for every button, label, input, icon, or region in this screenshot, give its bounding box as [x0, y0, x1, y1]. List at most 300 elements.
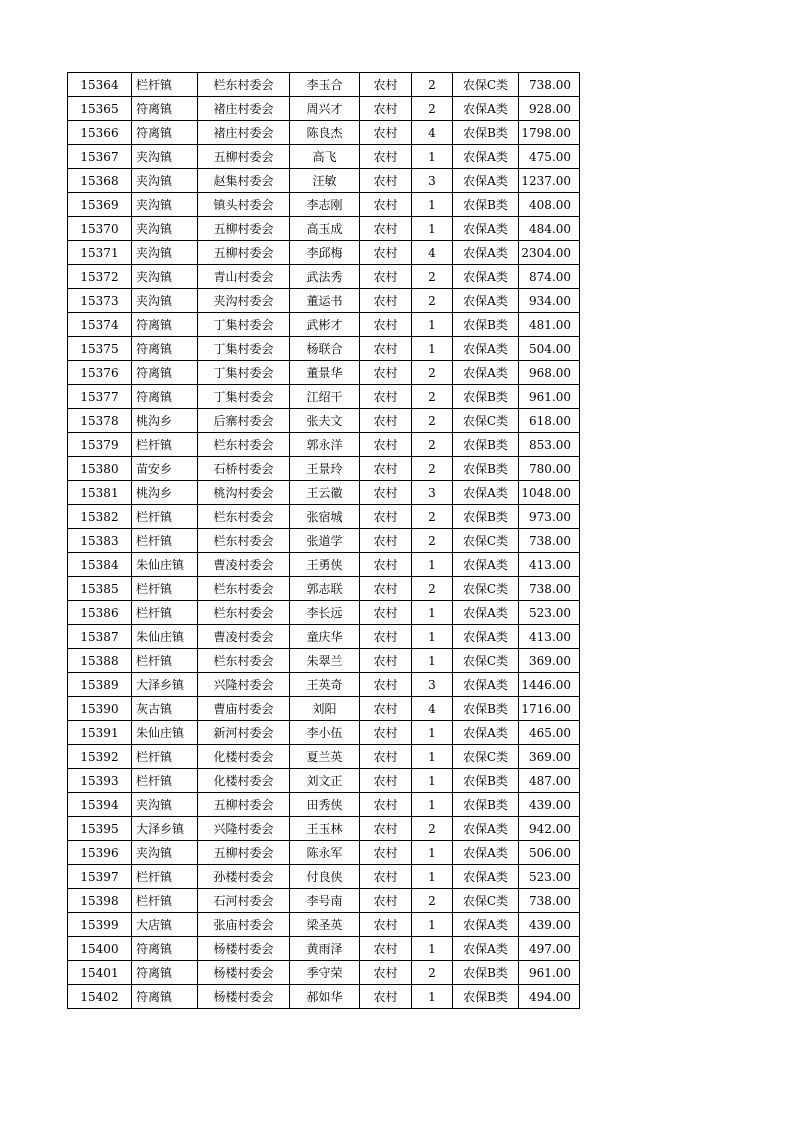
- amount-cell: 961.00: [519, 961, 580, 985]
- village-committee-cell: 赵集村委会: [198, 169, 290, 193]
- household-size-cell: 1: [412, 145, 453, 169]
- amount-cell: 439.00: [519, 913, 580, 937]
- amount-cell: 487.00: [519, 769, 580, 793]
- town-cell: 符离镇: [132, 97, 198, 121]
- household-size-cell: 2: [412, 529, 453, 553]
- town-cell: 栏杆镇: [132, 745, 198, 769]
- town-cell: 朱仙庄镇: [132, 721, 198, 745]
- row-number: 15368: [68, 169, 132, 193]
- area-type-cell: 农村: [360, 457, 412, 481]
- area-type-cell: 农村: [360, 601, 412, 625]
- village-committee-cell: 丁集村委会: [198, 313, 290, 337]
- row-number: 15398: [68, 889, 132, 913]
- row-number: 15387: [68, 625, 132, 649]
- amount-cell: 968.00: [519, 361, 580, 385]
- area-type-cell: 农村: [360, 769, 412, 793]
- household-size-cell: 1: [412, 913, 453, 937]
- area-type-cell: 农村: [360, 241, 412, 265]
- area-type-cell: 农村: [360, 577, 412, 601]
- household-size-cell: 3: [412, 169, 453, 193]
- village-committee-cell: 曹庙村委会: [198, 697, 290, 721]
- row-number: 15393: [68, 769, 132, 793]
- town-cell: 栏杆镇: [132, 577, 198, 601]
- table-row: [68, 841, 580, 865]
- person-name-cell: 刘阳: [290, 697, 360, 721]
- person-name-cell: 郝如华: [290, 985, 360, 1009]
- insurance-category-cell: 农保B类: [453, 505, 519, 529]
- insurance-category-cell: 农保A类: [453, 289, 519, 313]
- insurance-category-cell: 农保C类: [453, 745, 519, 769]
- amount-cell: 523.00: [519, 601, 580, 625]
- area-type-cell: 农村: [360, 649, 412, 673]
- amount-cell: 853.00: [519, 433, 580, 457]
- area-type-cell: 农村: [360, 97, 412, 121]
- amount-cell: 439.00: [519, 793, 580, 817]
- insurance-category-cell: 农保A类: [453, 337, 519, 361]
- village-committee-cell: 栏东村委会: [198, 433, 290, 457]
- household-size-cell: 2: [412, 889, 453, 913]
- village-committee-cell: 曹凌村委会: [198, 553, 290, 577]
- table-row: [68, 961, 580, 985]
- table-row: [68, 769, 580, 793]
- village-committee-cell: 夹沟村委会: [198, 289, 290, 313]
- village-committee-cell: 兴隆村委会: [198, 817, 290, 841]
- insurance-category-cell: 农保A类: [453, 865, 519, 889]
- town-cell: 夹沟镇: [132, 289, 198, 313]
- amount-cell: 1716.00: [519, 697, 580, 721]
- insurance-category-cell: 农保A类: [453, 481, 519, 505]
- village-committee-cell: 桃沟村委会: [198, 481, 290, 505]
- amount-cell: 961.00: [519, 385, 580, 409]
- town-cell: 大泽乡镇: [132, 673, 198, 697]
- insurance-category-cell: 农保A类: [453, 145, 519, 169]
- row-number: 15381: [68, 481, 132, 505]
- table-row: [68, 625, 580, 649]
- insurance-category-cell: 农保B类: [453, 385, 519, 409]
- row-number: 15399: [68, 913, 132, 937]
- insurance-category-cell: 农保B类: [453, 769, 519, 793]
- area-type-cell: 农村: [360, 169, 412, 193]
- person-name-cell: 李邱梅: [290, 241, 360, 265]
- person-name-cell: 李长远: [290, 601, 360, 625]
- records-table: [67, 72, 580, 1009]
- amount-cell: 369.00: [519, 745, 580, 769]
- table-row: [68, 913, 580, 937]
- amount-cell: 481.00: [519, 313, 580, 337]
- person-name-cell: 张道学: [290, 529, 360, 553]
- insurance-category-cell: 农保B类: [453, 121, 519, 145]
- household-size-cell: 1: [412, 337, 453, 361]
- person-name-cell: 周兴才: [290, 97, 360, 121]
- household-size-cell: 3: [412, 673, 453, 697]
- insurance-category-cell: 农保A类: [453, 841, 519, 865]
- row-number: 15380: [68, 457, 132, 481]
- village-committee-cell: 栏东村委会: [198, 73, 290, 97]
- area-type-cell: 农村: [360, 817, 412, 841]
- household-size-cell: 4: [412, 697, 453, 721]
- town-cell: 夹沟镇: [132, 265, 198, 289]
- village-committee-cell: 五柳村委会: [198, 145, 290, 169]
- village-committee-cell: 石桥村委会: [198, 457, 290, 481]
- table-row: [68, 985, 580, 1009]
- village-committee-cell: 五柳村委会: [198, 793, 290, 817]
- town-cell: 夹沟镇: [132, 841, 198, 865]
- table-row: [68, 505, 580, 529]
- town-cell: 栏杆镇: [132, 73, 198, 97]
- village-committee-cell: 化楼村委会: [198, 745, 290, 769]
- household-size-cell: 2: [412, 817, 453, 841]
- insurance-category-cell: 农保A类: [453, 913, 519, 937]
- town-cell: 夹沟镇: [132, 217, 198, 241]
- village-committee-cell: 丁集村委会: [198, 361, 290, 385]
- person-name-cell: 田秀侠: [290, 793, 360, 817]
- town-cell: 栏杆镇: [132, 865, 198, 889]
- town-cell: 符离镇: [132, 361, 198, 385]
- village-committee-cell: 曹凌村委会: [198, 625, 290, 649]
- row-number: 15374: [68, 313, 132, 337]
- person-name-cell: 郭志联: [290, 577, 360, 601]
- area-type-cell: 农村: [360, 265, 412, 289]
- area-type-cell: 农村: [360, 553, 412, 577]
- person-name-cell: 刘文正: [290, 769, 360, 793]
- village-committee-cell: 后寨村委会: [198, 409, 290, 433]
- area-type-cell: 农村: [360, 961, 412, 985]
- insurance-category-cell: 农保A类: [453, 265, 519, 289]
- household-size-cell: 2: [412, 961, 453, 985]
- village-committee-cell: 褚庄村委会: [198, 121, 290, 145]
- area-type-cell: 农村: [360, 673, 412, 697]
- table-row: [68, 169, 580, 193]
- town-cell: 夹沟镇: [132, 193, 198, 217]
- town-cell: 符离镇: [132, 121, 198, 145]
- insurance-category-cell: 农保A类: [453, 553, 519, 577]
- table-row: [68, 217, 580, 241]
- town-cell: 符离镇: [132, 937, 198, 961]
- table-row: [68, 697, 580, 721]
- amount-cell: 475.00: [519, 145, 580, 169]
- household-size-cell: 1: [412, 625, 453, 649]
- table-row: [68, 553, 580, 577]
- area-type-cell: 农村: [360, 289, 412, 313]
- area-type-cell: 农村: [360, 985, 412, 1009]
- insurance-category-cell: 农保B类: [453, 457, 519, 481]
- insurance-category-cell: 农保C类: [453, 409, 519, 433]
- household-size-cell: 1: [412, 865, 453, 889]
- household-size-cell: 3: [412, 481, 453, 505]
- amount-cell: 1048.00: [519, 481, 580, 505]
- person-name-cell: 王英奇: [290, 673, 360, 697]
- row-number: 15389: [68, 673, 132, 697]
- town-cell: 夹沟镇: [132, 169, 198, 193]
- person-name-cell: 张宿城: [290, 505, 360, 529]
- amount-cell: 413.00: [519, 553, 580, 577]
- household-size-cell: 2: [412, 409, 453, 433]
- town-cell: 夹沟镇: [132, 241, 198, 265]
- person-name-cell: 江绍干: [290, 385, 360, 409]
- person-name-cell: 王玉林: [290, 817, 360, 841]
- person-name-cell: 李玉合: [290, 73, 360, 97]
- insurance-category-cell: 农保A类: [453, 241, 519, 265]
- insurance-category-cell: 农保A类: [453, 361, 519, 385]
- village-committee-cell: 兴隆村委会: [198, 673, 290, 697]
- insurance-category-cell: 农保B类: [453, 961, 519, 985]
- insurance-category-cell: 农保C类: [453, 73, 519, 97]
- town-cell: 朱仙庄镇: [132, 625, 198, 649]
- town-cell: 苗安乡: [132, 457, 198, 481]
- town-cell: 桃沟乡: [132, 481, 198, 505]
- amount-cell: 1798.00: [519, 121, 580, 145]
- village-committee-cell: 石河村委会: [198, 889, 290, 913]
- amount-cell: 738.00: [519, 577, 580, 601]
- household-size-cell: 1: [412, 985, 453, 1009]
- person-name-cell: 董景华: [290, 361, 360, 385]
- amount-cell: 874.00: [519, 265, 580, 289]
- household-size-cell: 1: [412, 649, 453, 673]
- village-committee-cell: 杨楼村委会: [198, 961, 290, 985]
- person-name-cell: 王云徽: [290, 481, 360, 505]
- amount-cell: 504.00: [519, 337, 580, 361]
- amount-cell: 618.00: [519, 409, 580, 433]
- area-type-cell: 农村: [360, 73, 412, 97]
- amount-cell: 497.00: [519, 937, 580, 961]
- area-type-cell: 农村: [360, 937, 412, 961]
- person-name-cell: 武法秀: [290, 265, 360, 289]
- household-size-cell: 2: [412, 433, 453, 457]
- row-number: 15377: [68, 385, 132, 409]
- row-number: 15365: [68, 97, 132, 121]
- insurance-category-cell: 农保B类: [453, 985, 519, 1009]
- amount-cell: 942.00: [519, 817, 580, 841]
- person-name-cell: 梁圣英: [290, 913, 360, 937]
- town-cell: 栏杆镇: [132, 601, 198, 625]
- amount-cell: 465.00: [519, 721, 580, 745]
- village-committee-cell: 丁集村委会: [198, 385, 290, 409]
- amount-cell: 408.00: [519, 193, 580, 217]
- town-cell: 符离镇: [132, 337, 198, 361]
- area-type-cell: 农村: [360, 481, 412, 505]
- row-number: 15386: [68, 601, 132, 625]
- town-cell: 符离镇: [132, 985, 198, 1009]
- insurance-category-cell: 农保A类: [453, 721, 519, 745]
- row-number: 15391: [68, 721, 132, 745]
- row-number: 15382: [68, 505, 132, 529]
- table-row: [68, 793, 580, 817]
- household-size-cell: 1: [412, 769, 453, 793]
- area-type-cell: 农村: [360, 745, 412, 769]
- village-committee-cell: 化楼村委会: [198, 769, 290, 793]
- town-cell: 夹沟镇: [132, 145, 198, 169]
- row-number: 15378: [68, 409, 132, 433]
- area-type-cell: 农村: [360, 889, 412, 913]
- insurance-category-cell: 农保B类: [453, 313, 519, 337]
- table-row: [68, 529, 580, 553]
- amount-cell: 928.00: [519, 97, 580, 121]
- table-row: [68, 289, 580, 313]
- town-cell: 夹沟镇: [132, 793, 198, 817]
- row-number: 15384: [68, 553, 132, 577]
- area-type-cell: 农村: [360, 361, 412, 385]
- table-row: [68, 265, 580, 289]
- table-row: [68, 361, 580, 385]
- household-size-cell: 1: [412, 937, 453, 961]
- household-size-cell: 2: [412, 73, 453, 97]
- amount-cell: 738.00: [519, 73, 580, 97]
- household-size-cell: 1: [412, 601, 453, 625]
- person-name-cell: 李小伍: [290, 721, 360, 745]
- village-committee-cell: 五柳村委会: [198, 841, 290, 865]
- town-cell: 栏杆镇: [132, 505, 198, 529]
- person-name-cell: 高玉成: [290, 217, 360, 241]
- row-number: 15369: [68, 193, 132, 217]
- person-name-cell: 季守荣: [290, 961, 360, 985]
- table-row: [68, 937, 580, 961]
- person-name-cell: 杨联合: [290, 337, 360, 361]
- area-type-cell: 农村: [360, 313, 412, 337]
- table-row: [68, 433, 580, 457]
- person-name-cell: 陈永军: [290, 841, 360, 865]
- amount-cell: 934.00: [519, 289, 580, 313]
- village-committee-cell: 孙楼村委会: [198, 865, 290, 889]
- village-committee-cell: 栏东村委会: [198, 505, 290, 529]
- person-name-cell: 李号南: [290, 889, 360, 913]
- person-name-cell: 张夫文: [290, 409, 360, 433]
- insurance-category-cell: 农保B类: [453, 697, 519, 721]
- table-row: [68, 145, 580, 169]
- table-row: [68, 673, 580, 697]
- insurance-category-cell: 农保A类: [453, 217, 519, 241]
- person-name-cell: 黄雨泽: [290, 937, 360, 961]
- town-cell: 栏杆镇: [132, 889, 198, 913]
- person-name-cell: 郭永洋: [290, 433, 360, 457]
- row-number: 15385: [68, 577, 132, 601]
- town-cell: 栏杆镇: [132, 649, 198, 673]
- village-committee-cell: 栏东村委会: [198, 577, 290, 601]
- area-type-cell: 农村: [360, 193, 412, 217]
- village-committee-cell: 褚庄村委会: [198, 97, 290, 121]
- row-number: 15401: [68, 961, 132, 985]
- area-type-cell: 农村: [360, 385, 412, 409]
- person-name-cell: 王景玲: [290, 457, 360, 481]
- row-number: 15372: [68, 265, 132, 289]
- village-committee-cell: 新河村委会: [198, 721, 290, 745]
- amount-cell: 973.00: [519, 505, 580, 529]
- table-row: [68, 817, 580, 841]
- area-type-cell: 农村: [360, 337, 412, 361]
- insurance-category-cell: 农保C类: [453, 529, 519, 553]
- row-number: 15397: [68, 865, 132, 889]
- person-name-cell: 陈良杰: [290, 121, 360, 145]
- household-size-cell: 2: [412, 361, 453, 385]
- area-type-cell: 农村: [360, 913, 412, 937]
- amount-cell: 484.00: [519, 217, 580, 241]
- village-committee-cell: 杨楼村委会: [198, 985, 290, 1009]
- amount-cell: 1237.00: [519, 169, 580, 193]
- village-committee-cell: 栏东村委会: [198, 601, 290, 625]
- row-number: 15394: [68, 793, 132, 817]
- household-size-cell: 1: [412, 841, 453, 865]
- village-committee-cell: 丁集村委会: [198, 337, 290, 361]
- row-number: 15395: [68, 817, 132, 841]
- household-size-cell: 1: [412, 193, 453, 217]
- area-type-cell: 农村: [360, 529, 412, 553]
- row-number: 15400: [68, 937, 132, 961]
- area-type-cell: 农村: [360, 865, 412, 889]
- town-cell: 栏杆镇: [132, 433, 198, 457]
- town-cell: 灰古镇: [132, 697, 198, 721]
- household-size-cell: 2: [412, 97, 453, 121]
- table-row: [68, 721, 580, 745]
- row-number: 15373: [68, 289, 132, 313]
- town-cell: 大泽乡镇: [132, 817, 198, 841]
- table-row: [68, 241, 580, 265]
- table-row: [68, 865, 580, 889]
- person-name-cell: 董运书: [290, 289, 360, 313]
- village-committee-cell: 五柳村委会: [198, 217, 290, 241]
- village-committee-cell: 栏东村委会: [198, 529, 290, 553]
- household-size-cell: 1: [412, 721, 453, 745]
- village-committee-cell: 五柳村委会: [198, 241, 290, 265]
- village-committee-cell: 杨楼村委会: [198, 937, 290, 961]
- table-row: [68, 193, 580, 217]
- person-name-cell: 王勇侠: [290, 553, 360, 577]
- table-row: [68, 313, 580, 337]
- area-type-cell: 农村: [360, 793, 412, 817]
- area-type-cell: 农村: [360, 721, 412, 745]
- person-name-cell: 朱翠兰: [290, 649, 360, 673]
- amount-cell: 369.00: [519, 649, 580, 673]
- insurance-category-cell: 农保C类: [453, 649, 519, 673]
- row-number: 15376: [68, 361, 132, 385]
- village-committee-cell: 青山村委会: [198, 265, 290, 289]
- amount-cell: 738.00: [519, 889, 580, 913]
- household-size-cell: 4: [412, 121, 453, 145]
- area-type-cell: 农村: [360, 841, 412, 865]
- household-size-cell: 1: [412, 793, 453, 817]
- person-name-cell: 汪敏: [290, 169, 360, 193]
- table-row: [68, 337, 580, 361]
- table-row: [68, 649, 580, 673]
- town-cell: 符离镇: [132, 961, 198, 985]
- town-cell: 栏杆镇: [132, 529, 198, 553]
- amount-cell: 523.00: [519, 865, 580, 889]
- town-cell: 符离镇: [132, 385, 198, 409]
- person-name-cell: 武彬才: [290, 313, 360, 337]
- table-row: [68, 121, 580, 145]
- area-type-cell: 农村: [360, 505, 412, 529]
- table-row: [68, 97, 580, 121]
- town-cell: 栏杆镇: [132, 769, 198, 793]
- area-type-cell: 农村: [360, 121, 412, 145]
- table-row: [68, 73, 580, 97]
- household-size-cell: 2: [412, 265, 453, 289]
- village-committee-cell: 张庙村委会: [198, 913, 290, 937]
- household-size-cell: 2: [412, 289, 453, 313]
- table-row: [68, 457, 580, 481]
- row-number: 15364: [68, 73, 132, 97]
- area-type-cell: 农村: [360, 697, 412, 721]
- row-number: 15390: [68, 697, 132, 721]
- area-type-cell: 农村: [360, 145, 412, 169]
- area-type-cell: 农村: [360, 433, 412, 457]
- insurance-category-cell: 农保A类: [453, 601, 519, 625]
- insurance-category-cell: 农保B类: [453, 193, 519, 217]
- household-size-cell: 4: [412, 241, 453, 265]
- household-size-cell: 2: [412, 505, 453, 529]
- row-number: 15388: [68, 649, 132, 673]
- insurance-category-cell: 农保C类: [453, 577, 519, 601]
- household-size-cell: 2: [412, 577, 453, 601]
- insurance-category-cell: 农保B类: [453, 433, 519, 457]
